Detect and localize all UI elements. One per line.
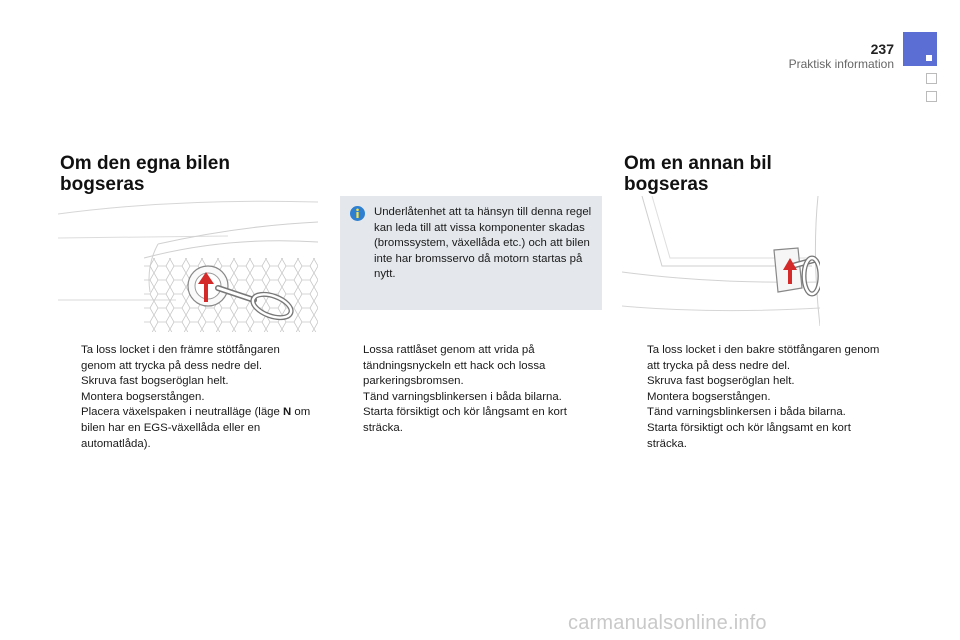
front-tow-illustration (58, 196, 318, 332)
list-item (60, 405, 315, 452)
list-item (626, 421, 884, 452)
list-item (626, 374, 884, 390)
left-heading-line1: Om den egna bilen (60, 153, 230, 174)
step-text: Tänd varningsblinkersen i båda bilarna. (363, 390, 562, 403)
rear-tow-illustration (622, 196, 820, 332)
list-item (342, 343, 600, 390)
left-heading-line2: bogseras (60, 174, 145, 195)
step-text: Skruva fast bogseröglan helt. (81, 375, 229, 388)
step-text: Montera bogserstången. (81, 390, 205, 403)
list-item (626, 390, 884, 406)
left-heading (60, 153, 230, 195)
list-item (626, 343, 884, 374)
step-text: Ta loss locket i den främre stötfångaren genom att trycka på dess nedre del. (81, 344, 280, 372)
step-text: Starta försiktigt och kör långsamt en kort sträcka. (647, 421, 851, 450)
step-text: Lossa rattlåset genom att vrida på tändningsnyckeln ett hack och lossa parkeringsbromsen. (363, 344, 546, 388)
step-text: Tänd varningsblinkersen i båda bilarna. (647, 406, 846, 419)
list-item (626, 405, 884, 421)
chapter-tab-square (926, 91, 937, 102)
step-text-part: om bilen har en EGS-växellåda eller en automatlåda). (81, 406, 311, 450)
step-text-part: Placera växelspaken i neutralläge (läge (81, 406, 283, 419)
right-heading-line1: Om en annan bil (624, 153, 772, 174)
list-item (60, 390, 315, 406)
page-number: 237 (870, 41, 894, 57)
right-heading (624, 153, 772, 195)
step-text: Starta försiktigt och kör långsamt en kort sträcka. (363, 406, 567, 434)
list-item (60, 343, 315, 374)
note-text: Underlåtenhet att ta hänsyn till denna regel kan leda till att vissa komponenter skadas (bromssystem, växellåda etc.) och att bilen inte har bromsservo då motorn startas på nytt. (374, 206, 592, 281)
list-item (60, 374, 315, 390)
left-steps-list (60, 343, 315, 452)
list-item (342, 390, 600, 406)
right-heading-line2: bogseras (624, 174, 709, 195)
info-icon (350, 206, 365, 221)
middle-steps-list (342, 343, 600, 437)
gear-position-label: N (283, 406, 292, 419)
watermark: carmanualsonline.info (568, 612, 767, 634)
right-steps-list (626, 343, 884, 452)
list-item (342, 405, 600, 436)
chapter-tab-square (926, 73, 937, 84)
step-text: Skruva fast bogseröglan helt. (647, 375, 795, 388)
chapter-tab-marker (926, 55, 932, 61)
step-text: Ta loss locket i den bakre stötfångaren genom att trycka på dess nedre del. (647, 344, 880, 372)
section-name: Praktisk information (788, 57, 894, 71)
step-text: Montera bogserstången. (647, 390, 771, 403)
